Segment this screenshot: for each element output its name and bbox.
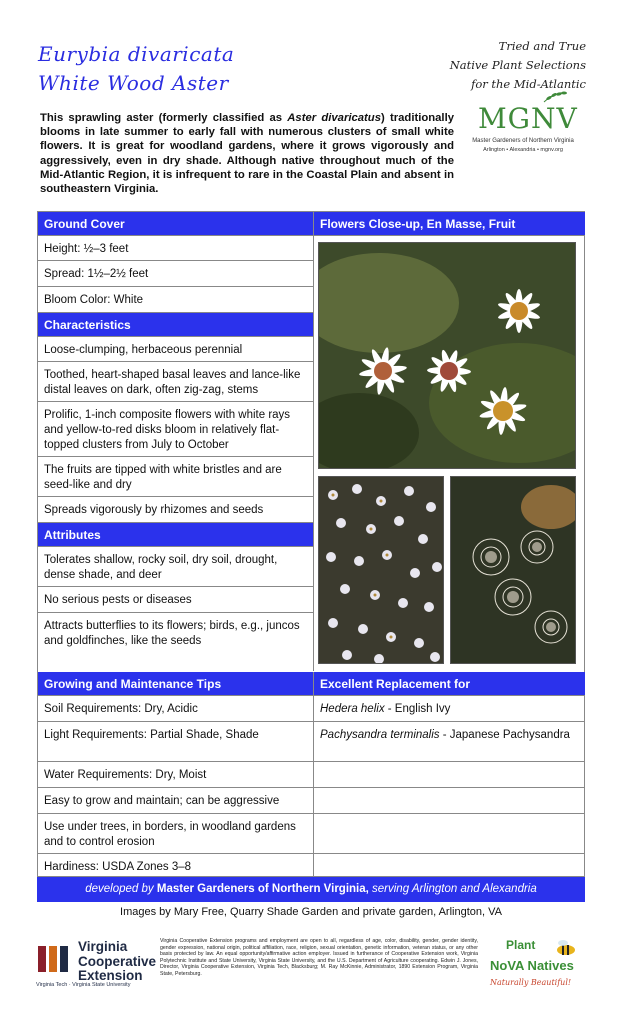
mgnv-logo [448,90,598,160]
characteristic-row: Loose-clumping, herbaceous perennial [38,337,313,362]
fact-grid [37,211,585,877]
replacement-common: - Japanese Pachysandra [439,729,570,741]
mgnv-wordmark: MGNV [478,102,578,135]
attributes-heading: Attributes [38,523,313,547]
empty-row [314,762,585,788]
image-credits: Images by Mary Free, Quarry Shade Garden and private garden, Arlington, VA [120,906,502,918]
characteristic-row: The fruits are tipped with white bristles and are seed-like and dry [38,457,313,497]
pnn-slogan: Naturally Beautiful! [490,978,572,987]
characteristic-row: Spreads vigorously by rhizomes and seeds [38,497,313,523]
intro-text-rest: ) traditionally blooms in late summer to early fall with numerous clusters of small white flowers. It is great for woodland gardens, where it grows vigorously and aggressively, even in dry shade. Although native throughout much of the Mid-Atlantic Region, it is infrequent to rare in the Coastal Plain and absent in southeastern Virginia. [40,112,454,196]
mgnv-subtitle: Master Gardeners of Northern Virginia [472,138,574,144]
plant-nova-natives-logo [486,936,586,996]
replacement-column [314,672,585,878]
replacement-row [314,722,585,762]
fruit-photo [450,476,576,664]
footer-prefix: developed by [85,883,157,895]
characteristic-row: Prolific, 1-inch composite flowers with white rays and yellow-to-red disks bloom in relatively flat-topped clusters from July to October [38,402,313,457]
hardiness-row: Hardiness: USDA Zones 3–8 [44,861,192,873]
footer-org: Master Gardeners of Northern Virginia, [156,883,369,895]
replacement-heading: Excellent Replacement for [314,672,585,696]
tagline-line-2: Native Plant Selections [449,58,586,72]
legal-notice: Virginia Cooperative Extension programs and employment are open to all, regardless of age, color, disability, gender, gender identity, gender expression, national origin, political affiliation, race, religion, sexual orientation, genetic information, veteran status, or any other basis protected by law. An equal opportunity/affirmative action employer. Issued in furtherance of Cooperative Extension work, Virginia Polytechnic Institute and State University, Virginia State University, and the U.S. Department of Agriculture cooperating. Edwin J. Jones, Director, Virginia Cooperative Extension, Virginia Tech, Blacksburg; M. Ray McKinnie, Administrator, 1890 Extension Program, Virginia State, Petersburg. [160,938,478,977]
replacement-row [314,696,585,722]
common-name: White Wood Aster [38,71,229,95]
water-row: Water Requirements: Dry, Moist [38,762,313,788]
height-row: Height: ½–3 feet [38,236,313,261]
replacement-common: - English Ivy [384,703,451,715]
tips-heading: Growing and Maintenance Tips [38,672,313,696]
replacement-latin: Hedera helix [320,703,385,715]
vce-line-2: Cooperative [78,953,157,969]
tips-column [38,672,314,878]
series-tagline [450,37,586,94]
characteristic-row: Toothed, heart-shaped basal leaves and lance-like distal leaves on dark, often zig-zag, stems [38,362,313,402]
bloom-color-row: Bloom Color: White [38,287,313,313]
characteristics-heading: Characteristics [38,313,313,337]
empty-row [314,814,585,854]
empty-row [314,788,585,814]
bee-icon [548,936,584,960]
tagline-line-1: Tried and True [498,39,586,53]
photos-column [314,212,585,672]
attribute-row: No serious pests or diseases [38,587,313,613]
vce-line-3: Extension [78,968,143,983]
maintenance-row: Easy to grow and maintain; can be aggressive [38,788,313,814]
soil-row: Soil Requirements: Dry, Acidic [38,696,313,722]
intro-text: This sprawling aster (formerly classified as [40,112,288,124]
tagline-line-3: for the Mid-Atlantic [471,77,586,91]
replacement-latin: Pachysandra terminalis [320,729,440,741]
footer-banner [37,877,585,902]
light-row: Light Requirements: Partial Shade, Shade [38,722,313,762]
plant-title [38,40,234,98]
attribute-row: Tolerates shallow, rocky soil, dry soil, drought, dense shade, and deer [38,547,313,587]
pnn-word-2: NoVA Natives [490,958,574,973]
photos-heading: Flowers Close-up, En Masse, Fruit [314,212,585,236]
mgnv-locations: Arlington • Alexandria • mgnv.org [483,147,563,153]
facts-column [38,212,314,671]
vce-wordmark [78,940,156,984]
vce-line-1: Virginia [78,939,128,954]
vce-emblem-icon [36,942,70,978]
photo-panel [314,236,585,672]
vce-logo [36,940,166,990]
empty-row [314,854,585,878]
uses-row: Use under trees, in borders, in woodland gardens and to control erosion [38,814,313,854]
attribute-row: Attracts butterflies to its flowers; birds, e.g., juncos and goldfinches, like the seeds [44,620,300,647]
flowers-en-masse-photo [318,476,444,664]
flower-closeup-photo [318,242,576,469]
pnn-word-1: Plant [506,938,536,952]
spread-row: Spread: 1½–2½ feet [38,261,313,287]
ground-cover-heading: Ground Cover [38,212,313,236]
footer-suffix: serving Arlington and Alexandria [368,883,537,895]
scientific-name: Eurybia divaricata [38,42,235,66]
vce-universities: Virginia Tech · Virginia State University [36,982,131,988]
intro-paragraph [40,111,454,196]
intro-synonym: Aster divaricatus [287,112,381,124]
